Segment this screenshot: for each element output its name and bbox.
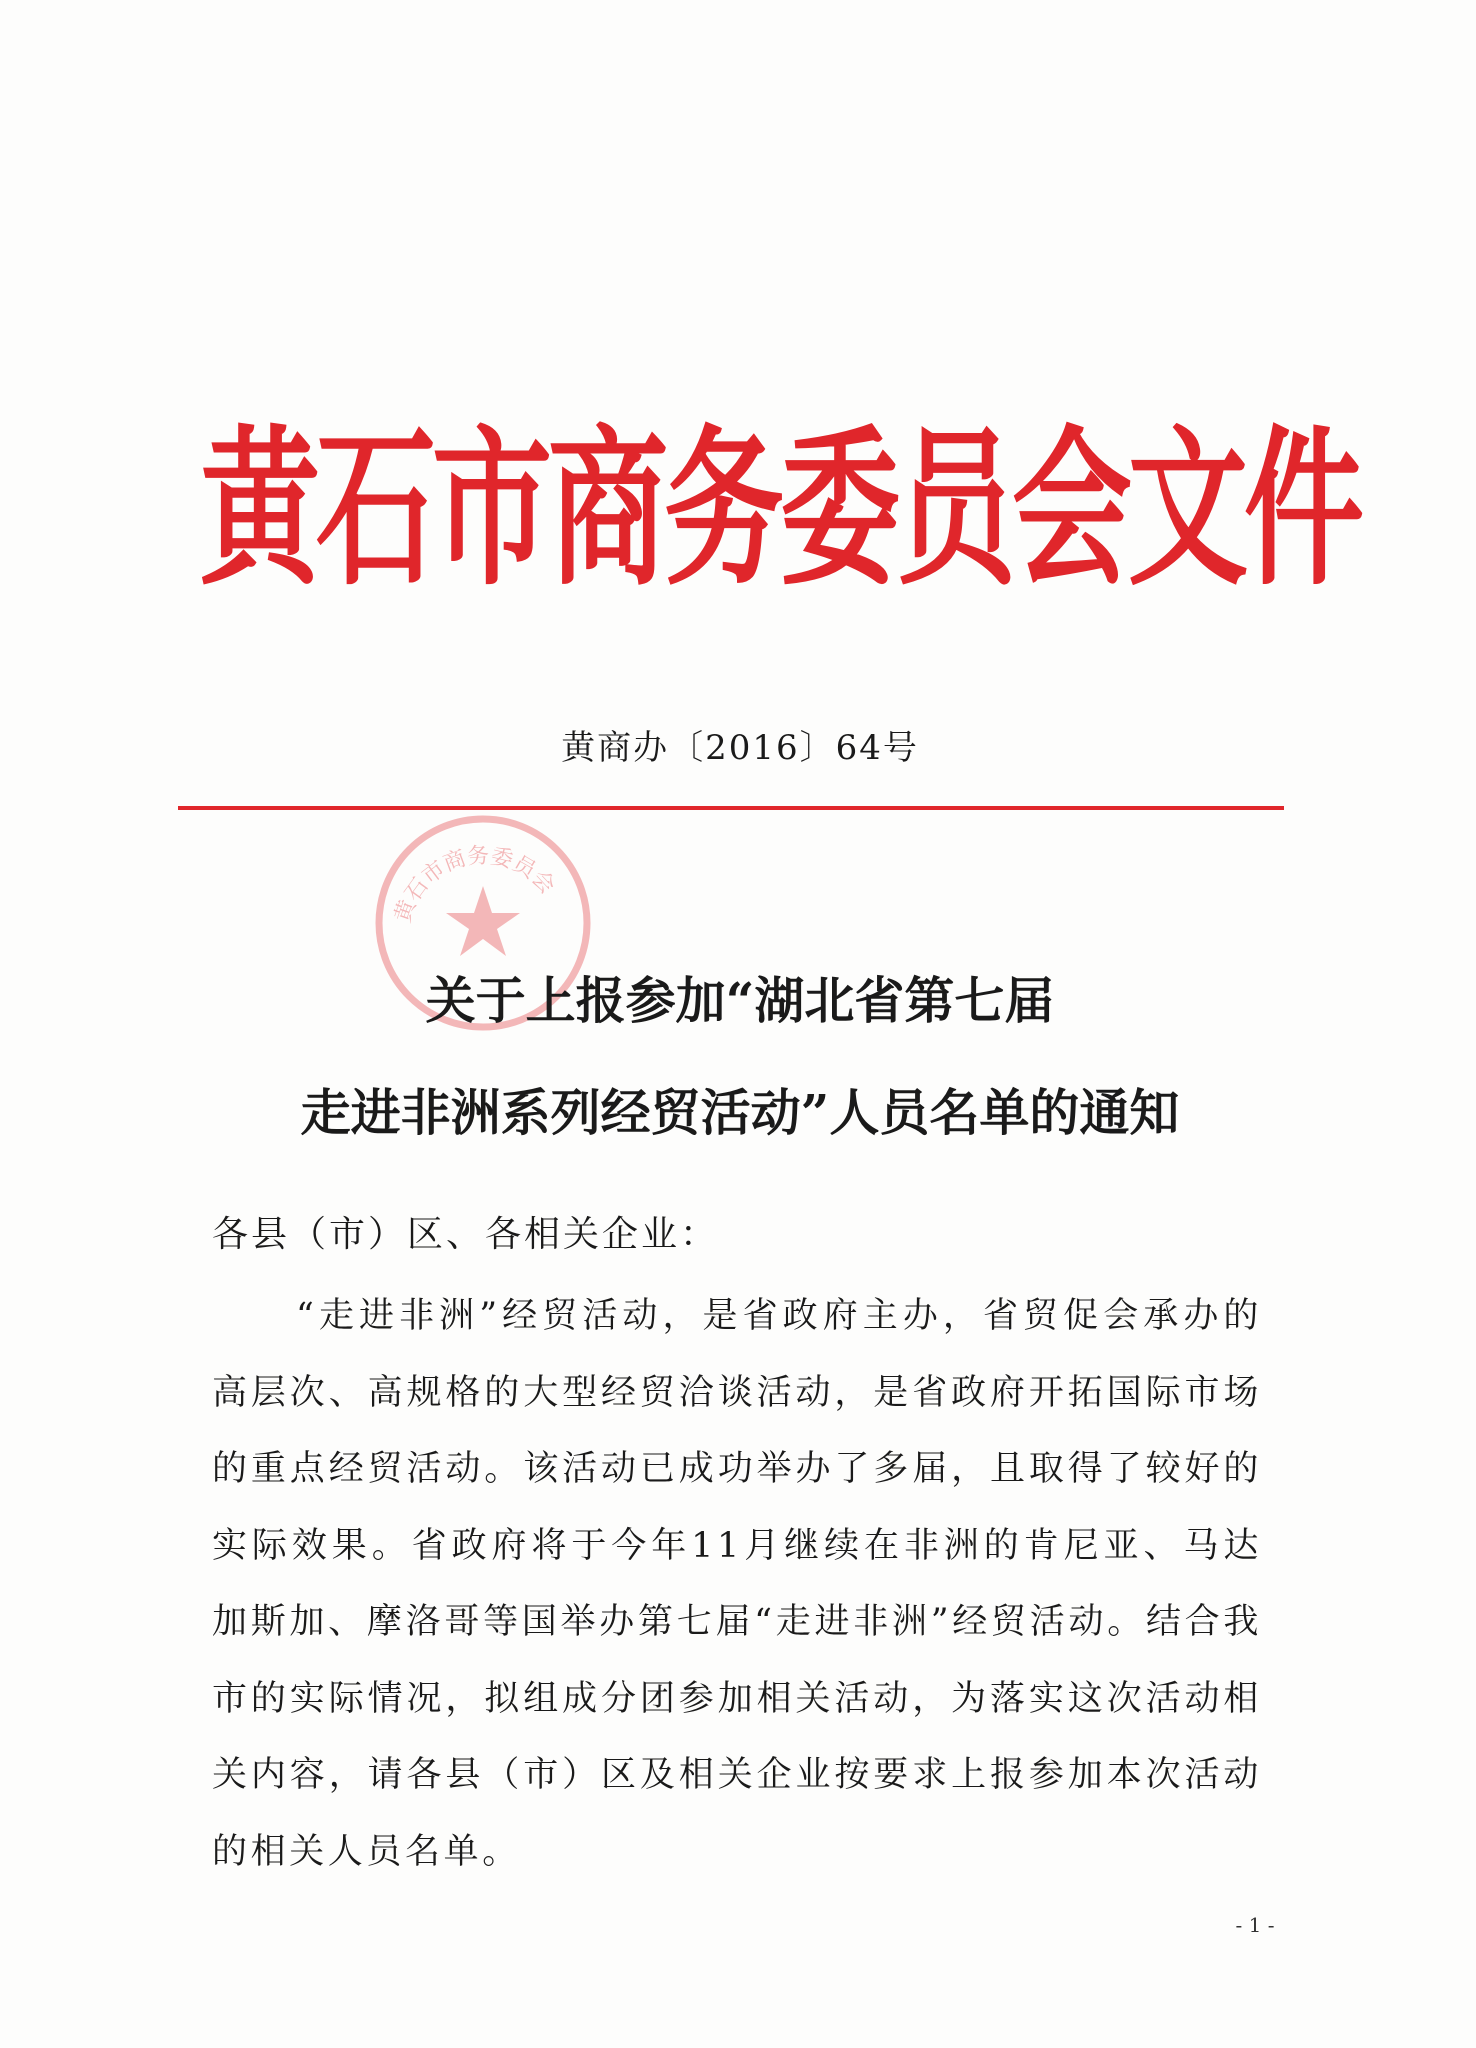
red-divider-line <box>178 806 1284 810</box>
document-number: 黄商办〔2016〕64号 <box>561 728 919 768</box>
notice-title-line-2: 走进非洲系列经贸活动”人员名单的通知 <box>300 1083 1180 1142</box>
salutation: 各县（市）区、各相关企业： <box>212 1214 720 1255</box>
document-header-title: 黄石市商务委员会文件 <box>200 409 1360 610</box>
notice-title-line-1: 关于上报参加“湖北省第七届 <box>425 971 1055 1030</box>
page-number: - 1 - <box>1235 1913 1275 1937</box>
seal-text: 黄石市商务委员会 <box>390 843 560 926</box>
notice-title <box>200 945 1280 1169</box>
body-paragraph-1: “走进非洲”经贸活动，是省政府主办，省贸促会承办的高层次、高规格的大型经贸洽谈活动，是省政府开拓国际市场的重点经贸活动。该活动已成功举办了多届，且取得了较好的实际效果。省政府将于今年11月继续在非洲的肯尼亚、马达加斯加、摩洛哥等国举办第七届“走进非洲”经贸活动。结合我市的实际情况，拟组成分团参加相关活动，为落实这次活动相关内容，请各县（市）区及相关企业按要求上报参加本次活动的相关人员名单。 <box>212 1296 1262 1872</box>
